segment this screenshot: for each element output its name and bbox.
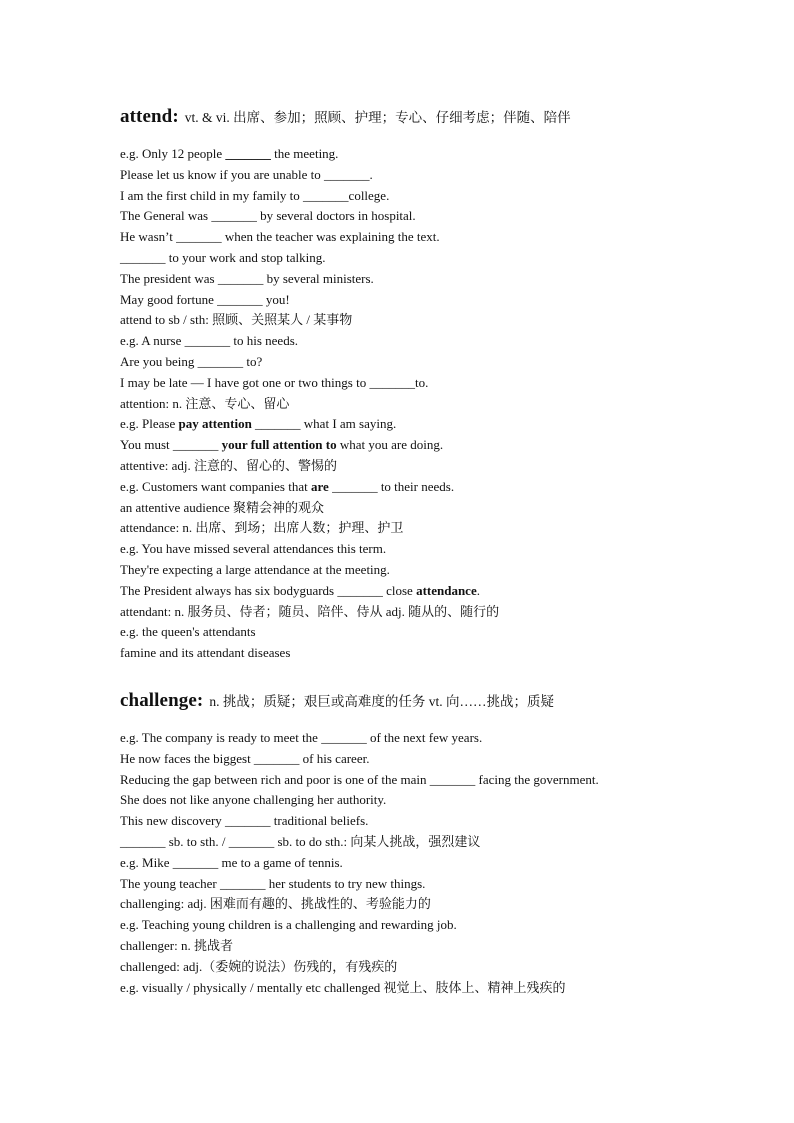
text-line [120, 790, 599, 811]
text-line [120, 853, 599, 874]
text-segment: e.g. visually / physically / mentally etc challenged 视觉上、肢体上、精神上残疾的 [120, 979, 566, 995]
text-segment: e.g. The company is ready to meet the _______ of the next few years. [120, 730, 483, 745]
text-segment: challenging: adj. 困难而有趣的、挑战性的、考验能力的 [120, 896, 431, 912]
text-segment: attention: n. 注意、专心、留心 [120, 395, 290, 411]
bold-phrase: pay attention [178, 416, 252, 432]
text-line [120, 248, 571, 269]
text-line [120, 560, 571, 581]
text-segment: This new discovery _______ traditional beliefs. [120, 813, 369, 829]
headword-definition: vt. & vi. 出席、参加；照顾、护理；专心、仔细考虑；伴随、陪伴 [184, 110, 571, 125]
text-segment: an attentive audience 聚精会神的观众 [120, 499, 324, 515]
text-segment: _______ what I am saying. [251, 416, 397, 432]
text-line [120, 144, 571, 165]
text-segment: famine and its attendant diseases [120, 645, 291, 661]
example-lines [120, 728, 599, 998]
text-line [120, 498, 571, 519]
headword: attend: [120, 106, 179, 127]
text-segment: the meeting. [270, 146, 339, 161]
text-segment: Are you being _______ to? [120, 353, 263, 369]
text-line [120, 915, 599, 936]
text-segment: The General was _______ by several doctors in hospital. [120, 208, 416, 224]
text-segment: He now faces the biggest _______ of his career. [120, 750, 370, 766]
bold-phrase: are [311, 478, 329, 494]
text-segment: She does not like anyone challenging her authority. [120, 792, 387, 808]
bold-phrase: your full attention to [221, 437, 337, 453]
text-segment: May good fortune _______ you! [120, 291, 290, 307]
text-line [120, 227, 571, 248]
entry-heading [120, 689, 599, 714]
text-line [120, 957, 599, 978]
text-segment: e.g. the queen's attendants [120, 624, 256, 640]
text-segment: . [476, 582, 480, 598]
bold-phrase: attendance [416, 582, 477, 598]
text-line [120, 186, 571, 207]
text-line [120, 728, 599, 749]
text-line [120, 874, 599, 895]
text-line [120, 456, 571, 477]
headword-definition: n. 挑战；质疑；艰巨或高难度的任务 vt. 向……挑战；质疑 [209, 694, 554, 709]
text-segment: The president was _______ by several ministers. [120, 270, 374, 286]
text-segment: challenged: adj.（委婉的说法）伤残的，有残疾的 [120, 958, 398, 974]
text-line [120, 518, 571, 539]
text-segment: e.g. Customers want companies that [120, 478, 311, 494]
text-line [120, 165, 571, 186]
text-line [120, 811, 599, 832]
text-segment: _______ sb. to sth. / _______ sb. to do sth.: 向某人挑战，强烈建议 [120, 833, 481, 849]
text-line [120, 602, 571, 623]
text-segment: attentive: adj. 注意的、留心的、警惕的 [120, 457, 338, 473]
text-segment: e.g. You have missed several attendances this term. [120, 541, 387, 557]
text-line [120, 310, 571, 331]
entry-attend [120, 105, 571, 664]
text-segment: e.g. Only 12 people [120, 146, 226, 161]
text-segment: The young teacher _______ her students to try new things. [120, 875, 426, 891]
text-line [120, 581, 571, 602]
text-segment: They're expecting a large attendance at the meeting. [120, 561, 390, 577]
text-segment: The President always has six bodyguards _______ close [120, 582, 417, 598]
text-line [120, 206, 571, 227]
entry-heading [120, 105, 571, 130]
bold-phrase: _______ [225, 146, 271, 161]
text-segment: e.g. A nurse _______ to his needs. [120, 333, 299, 349]
text-line [120, 290, 571, 311]
text-segment: He wasn’t _______ when the teacher was explaining the text. [120, 229, 440, 245]
text-line [120, 352, 571, 373]
text-line [120, 978, 599, 999]
text-segment: attend to sb / sth: 照顾、关照某人 / 某事物 [120, 312, 353, 328]
text-segment: e.g. Mike _______ me to a game of tennis. [120, 854, 343, 870]
text-line [120, 643, 571, 664]
text-line [120, 435, 571, 456]
text-line [120, 477, 571, 498]
text-line [120, 331, 571, 352]
text-line [120, 373, 571, 394]
headword: challenge: [120, 690, 204, 711]
text-line [120, 770, 599, 791]
text-line [120, 269, 571, 290]
text-segment: Reducing the gap between rich and poor is one of the main _______ facing the government. [120, 771, 599, 787]
text-segment: Please let us know if you are unable to _______. [120, 166, 373, 182]
text-segment: attendant: n. 服务员、侍者；随员、陪伴、侍从 adj. 随从的、随行的 [120, 603, 500, 619]
text-line [120, 894, 599, 915]
text-segment: _______ to their needs. [328, 478, 455, 494]
text-segment: You must _______ [120, 437, 222, 453]
text-segment: _______ to your work and stop talking. [120, 249, 326, 265]
text-line [120, 414, 571, 435]
entry-challenge [120, 689, 599, 998]
text-segment: e.g. Please [120, 416, 179, 432]
text-line [120, 622, 571, 643]
text-segment: e.g. Teaching young children is a challenging and rewarding job. [120, 917, 457, 933]
text-line [120, 539, 571, 560]
text-segment: I may be late — I have got one or two things to _______to. [120, 374, 429, 390]
text-line [120, 832, 599, 853]
text-segment: challenger: n. 挑战者 [120, 937, 233, 953]
text-segment: attendance: n. 出席、到场；出席人数；护理、护卫 [120, 520, 404, 536]
example-lines [120, 144, 571, 664]
text-line [120, 936, 599, 957]
text-segment: I am the first child in my family to _______college. [120, 187, 390, 203]
text-line [120, 749, 599, 770]
text-line [120, 394, 571, 415]
text-segment: what you are doing. [336, 437, 444, 453]
